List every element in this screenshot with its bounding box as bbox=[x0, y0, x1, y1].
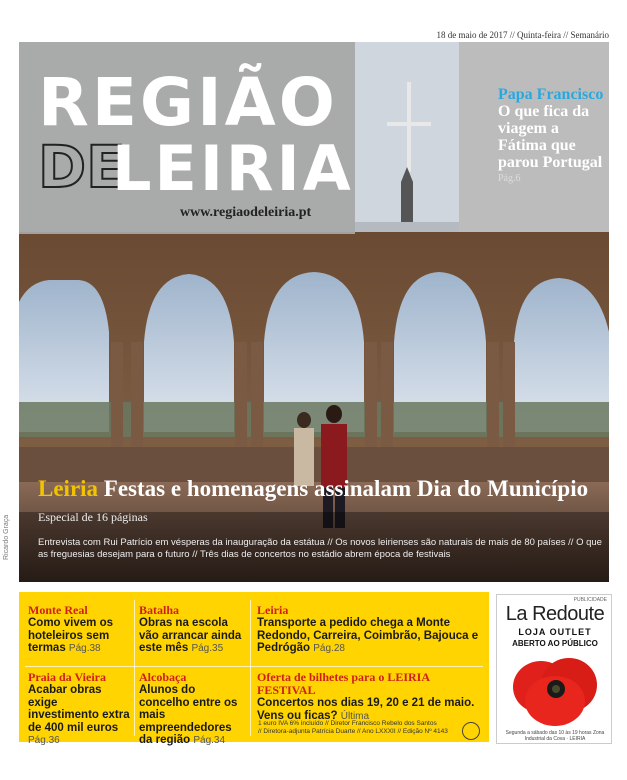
masthead-title-regiao: REGIÃO bbox=[38, 64, 338, 141]
side-story-kicker: Papa Francisco bbox=[498, 86, 604, 103]
side-story-page: Pág.6 bbox=[498, 173, 521, 184]
teaser-item[interactable] bbox=[257, 604, 483, 656]
imprint bbox=[258, 720, 458, 736]
imprint-line: 1 euro IVA 6% incluído // Diretor Francisco Rebelo dos Santos bbox=[258, 720, 437, 727]
teaser-divider bbox=[25, 666, 483, 667]
teaser-page: Pág.34 bbox=[193, 735, 226, 746]
ad-label: PUBLICIDADE bbox=[573, 597, 607, 603]
teaser-item[interactable] bbox=[139, 671, 247, 748]
seal-icon bbox=[462, 722, 480, 740]
teaser-page: Pág.35 bbox=[191, 643, 224, 654]
lead-story-kicker: Leiria bbox=[38, 476, 99, 501]
teaser-item[interactable] bbox=[139, 604, 247, 656]
poppy-icon bbox=[511, 651, 599, 729]
teaser-kicker: Leiria bbox=[257, 603, 289, 617]
teaser-headline: Alunos do concelho entre os mais empreendedores da região bbox=[139, 684, 238, 746]
teaser-kicker: Monte Real bbox=[28, 603, 88, 617]
teaser-item[interactable] bbox=[28, 604, 130, 656]
teaser-item[interactable] bbox=[257, 671, 483, 723]
photo-credit: Ricardo Graça bbox=[3, 514, 10, 560]
teaser-headline: Acabar obras exige investimento extra de 400 mil euros bbox=[28, 684, 130, 734]
teaser-headline: Como vivem os hoteleiros sem termas bbox=[28, 617, 113, 654]
imprint-line: // Diretora-adjunta Patrícia Duarte // Ano LXXXII // Edição Nº 4143 bbox=[258, 728, 448, 735]
teaser-kicker: Praia da Vieira bbox=[28, 670, 106, 684]
teaser-kicker: Batalha bbox=[139, 603, 180, 617]
ad-line: ABERTO AO PÚBLICO bbox=[512, 639, 598, 648]
teaser-kicker: Alcobaça bbox=[139, 670, 187, 684]
ad-small-print: Segunda a sábado das 10 às 19 horas Zona Industrial da Cova · LEIRIA bbox=[505, 730, 605, 742]
teaser-divider bbox=[134, 600, 135, 736]
teaser-page: Última bbox=[340, 710, 370, 722]
teaser-kicker: Oferta de bilhetes para o LEIRIA FESTIVAL bbox=[257, 670, 430, 697]
teaser-page: Pág.38 bbox=[68, 643, 101, 654]
side-story-headline: O que fica da viagem a Fátima que parou Portugal bbox=[498, 103, 603, 171]
ad-line: LOJA OUTLET bbox=[518, 627, 592, 637]
teaser-page: Pág.28 bbox=[313, 643, 345, 654]
teaser-headline: Transporte a pedido chega a Monte Redondo, Carreira, Coimbrão, Bajouca e Pedrógão bbox=[257, 617, 479, 654]
advertisement[interactable] bbox=[496, 594, 612, 744]
masthead-url[interactable]: www.regiaodeleiria.pt bbox=[180, 205, 312, 220]
teaser-divider bbox=[250, 600, 251, 736]
masthead-title-de: DE bbox=[38, 133, 126, 201]
side-story[interactable] bbox=[498, 86, 608, 184]
ad-brand: La Redoute bbox=[505, 603, 605, 625]
teaser-headline: Obras na escola vão arrancar ainda este mês bbox=[139, 617, 242, 654]
lead-story-special: Especial de 16 páginas bbox=[38, 510, 148, 524]
lead-story-headline: Festas e homenagens assinalam Dia do Município bbox=[103, 476, 589, 501]
masthead-title-leiria: LEIRIA bbox=[112, 132, 354, 205]
teaser-item[interactable] bbox=[28, 671, 130, 748]
lead-story[interactable] bbox=[38, 476, 598, 530]
dateline: 18 de maio de 2017 // Quinta-feira // Semanário bbox=[436, 30, 609, 40]
teaser-headline: Concertos nos dias 19, 20 e 21 de maio. Vens ou ficas? bbox=[257, 697, 475, 722]
teaser-page: Pág.36 bbox=[28, 735, 60, 746]
lead-story-subheads: Entrevista com Rui Patrício em vésperas da inauguração da estátua // Os novos leirienses são naturais de mais de 80 países // O que as freguesias desejam para o futuro // Três dias de concertos no estádio abrem época de festivais bbox=[38, 537, 602, 560]
